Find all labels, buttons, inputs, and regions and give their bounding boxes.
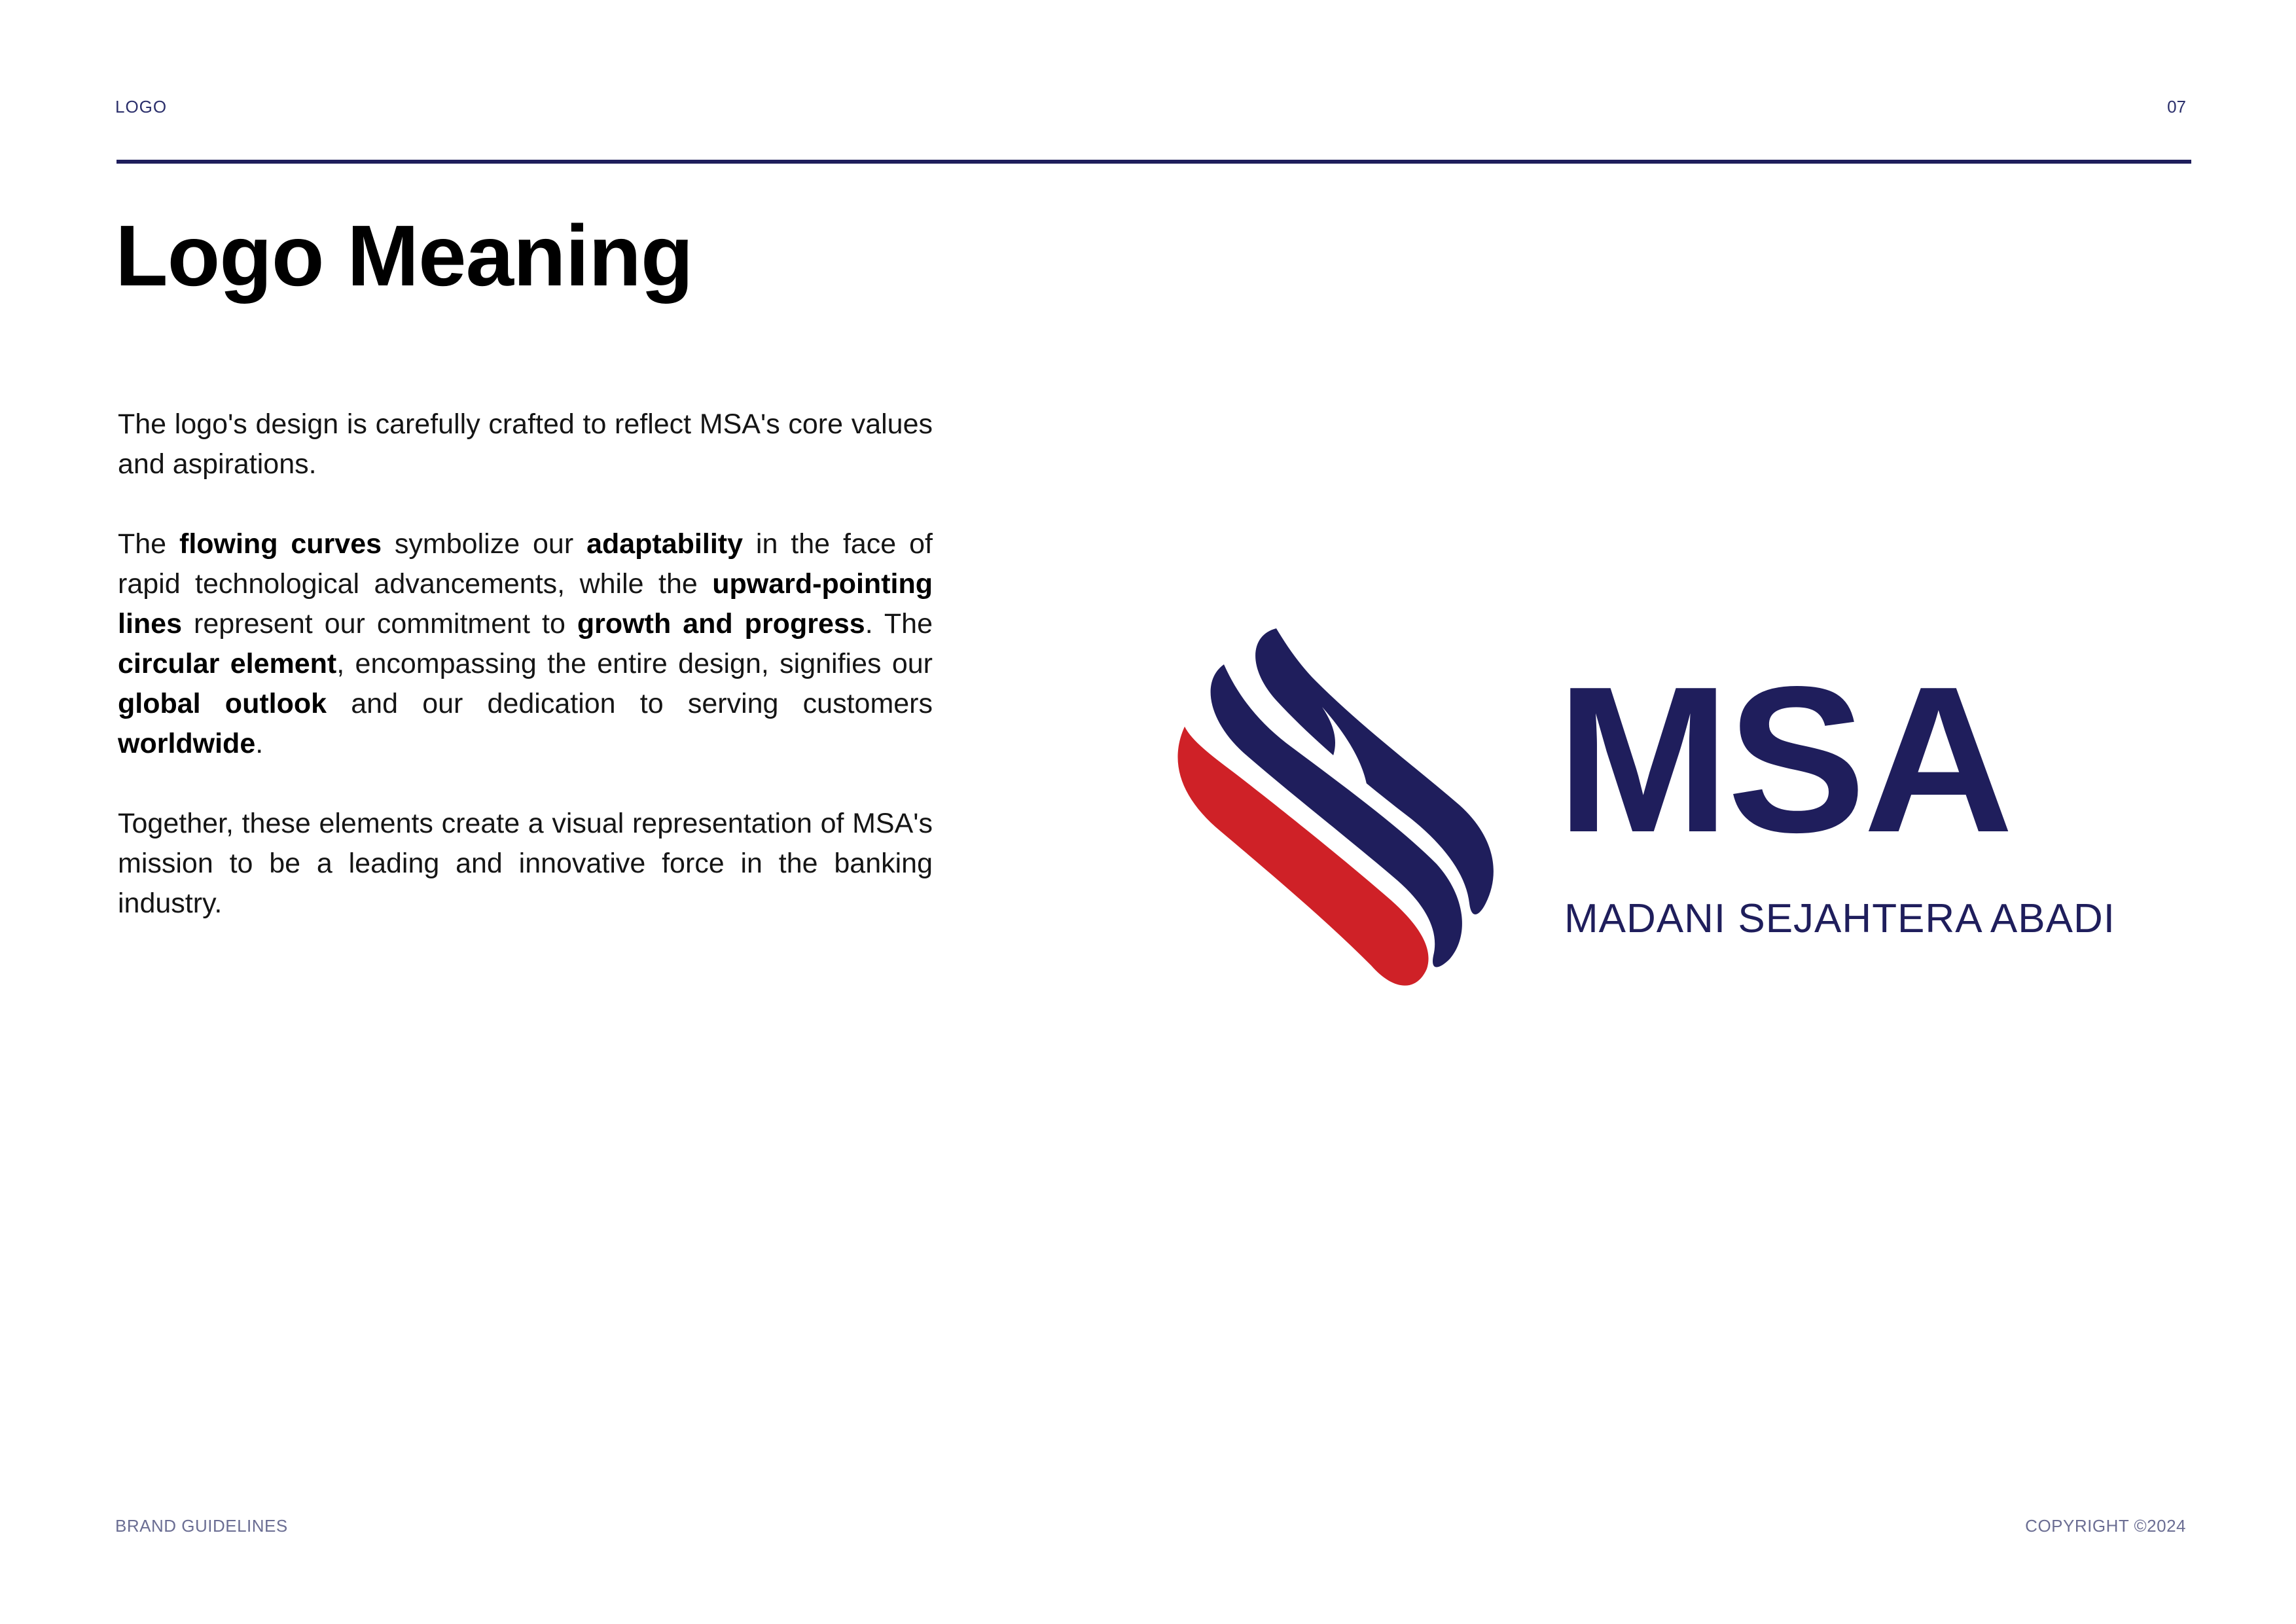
intro-paragraph: The logo's design is carefully crafted to reflect MSA's core values and aspirations. <box>118 408 933 480</box>
body-text <box>118 405 933 964</box>
header-divider <box>117 160 2191 164</box>
msa-symbol-icon <box>1172 628 1525 995</box>
keyword-circular-element: circular element <box>118 648 337 679</box>
keyword-global-outlook: global outlook <box>118 688 327 719</box>
keyword-upward-lines: upward-pointing lines <box>118 568 933 640</box>
keyword-growth: growth and progress <box>577 608 865 640</box>
keyword-flowing-curves: flowing curves <box>179 528 382 560</box>
keyword-worldwide: worldwide <box>118 728 256 759</box>
footer-copyright: COPYRIGHT ©2024 <box>2025 1516 2186 1536</box>
footer-brand-guidelines: BRAND GUIDELINES <box>115 1516 288 1536</box>
keyword-adaptability: adaptability <box>586 528 743 560</box>
logo-subtitle: MADANI SEJAHTERA ABADI <box>1564 896 2115 941</box>
section-label: LOGO <box>115 97 168 117</box>
logo-wordmark: MSA <box>1556 643 2011 876</box>
symbolism-paragraph: The flowing curves symbolize our adaptability in the face of rapid technological advancements, while the upward-pointing lines represent our commitment to growth and progress. The circular element, encompassing the entire design, signifies our global outlook and our dedication to serving customers worldwide. <box>118 528 933 759</box>
page-number: 07 <box>2167 97 2186 117</box>
msa-logo <box>1172 628 2114 995</box>
page-title: Logo Meaning <box>115 208 693 304</box>
closing-paragraph: Together, these elements create a visual representation of MSA's mission to be a leading and innovative force in the banking industry. <box>118 808 933 919</box>
